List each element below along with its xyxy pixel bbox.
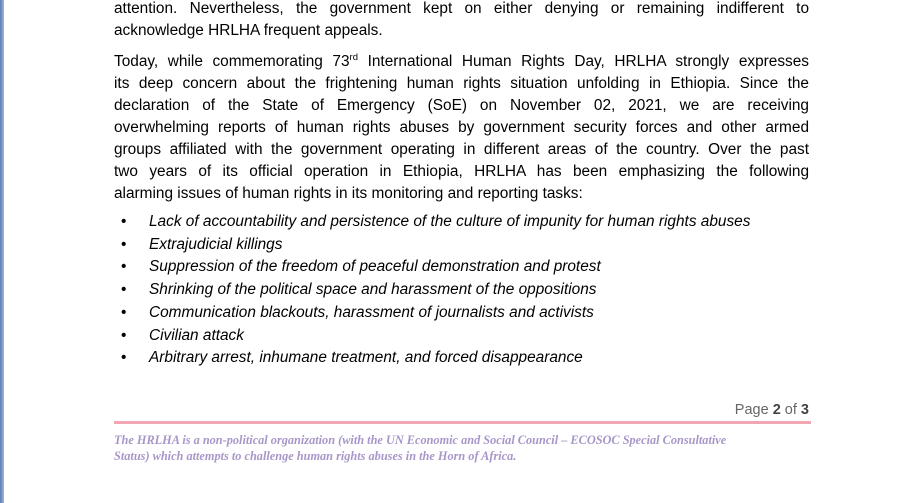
ordinal-superscript: rd	[349, 51, 358, 63]
paragraph-1	[114, 0, 809, 42]
footer-line-2: Status) which attempts to challenge human rights abuses in the Horn of Africa.	[114, 449, 517, 463]
bullet-icon: •	[121, 349, 127, 367]
page-number	[724, 402, 809, 418]
paragraph-2-line-1-end: International Human Rights Day, HRLHA strongly expresses	[357, 53, 809, 70]
list-item-text: Civilian attack	[149, 326, 244, 344]
bullet-icon: •	[121, 235, 127, 253]
bullet-icon: •	[121, 303, 127, 321]
bullet-icon: •	[121, 258, 127, 276]
paragraph-2-line-1	[114, 51, 809, 73]
list-item-text: Lack of accountability and persistence of the culture of impunity for human rights abuses	[149, 213, 751, 230]
footer-divider	[114, 421, 811, 424]
paragraph-2	[114, 51, 809, 205]
list-item	[114, 302, 814, 325]
page-number-separator: of	[780, 402, 801, 418]
paragraph-1-line-1: attention. Nevertheless, the government kept on either denying or remaining indifferent to	[114, 0, 809, 17]
document-page	[4, 0, 900, 503]
list-item	[114, 347, 814, 370]
list-item	[114, 234, 814, 257]
footer-line-1: The HRLHA is a non-political organization (with the UN Economic and Social Council – ECOSOC Special Consultative	[114, 433, 727, 447]
paragraph-2-line-3: declaration of the State of Emergency (SoE) on November 02, 2021, we are receiving	[114, 97, 809, 114]
human-rights-issues-list	[114, 211, 814, 370]
list-item	[114, 279, 814, 302]
paragraph-2-line-7: alarming issues of human rights in its monitoring and reporting tasks:	[114, 185, 583, 202]
paragraph-2-line-2: its deep concern about the frightening human rights situation unfolding in Ethiopia. Since the	[114, 75, 809, 92]
page-number-current: 2	[772, 402, 781, 418]
paragraph-2-line-6: two years of its official operation in Ethiopia, HRLHA has been emphasizing the following	[114, 163, 809, 180]
bullet-icon: •	[121, 213, 127, 230]
paragraph-2-line-1-start: Today, while commemorating 73	[114, 53, 350, 70]
list-item-text: Shrinking of the political space and harassment of the oppositions	[149, 281, 597, 299]
list-item	[114, 211, 814, 234]
paragraph-1-line-2: acknowledge HRLHA frequent appeals.	[114, 22, 383, 39]
bullet-icon: •	[121, 326, 127, 344]
list-item-text: Extrajudicial killings	[149, 235, 283, 253]
page-number-total: 3	[800, 402, 809, 418]
paragraph-2-line-4: overwhelming reports of human rights abuses by government security forces and other armed	[114, 119, 809, 136]
list-item	[114, 256, 814, 279]
list-item-text: Communication blackouts, harassment of journalists and activists	[149, 303, 594, 321]
bullet-icon: •	[121, 281, 127, 299]
page-number-prefix: Page	[734, 402, 773, 418]
list-item	[114, 325, 814, 348]
list-item-text: Suppression of the freedom of peaceful demonstration and protest	[149, 258, 601, 276]
list-item-text: Arbitrary arrest, inhumane treatment, and forced disappearance	[149, 349, 583, 367]
paragraph-2-line-5: groups affiliated with the government operating in different areas of the country. Over the past	[114, 141, 809, 158]
footer-disclaimer	[114, 432, 814, 464]
